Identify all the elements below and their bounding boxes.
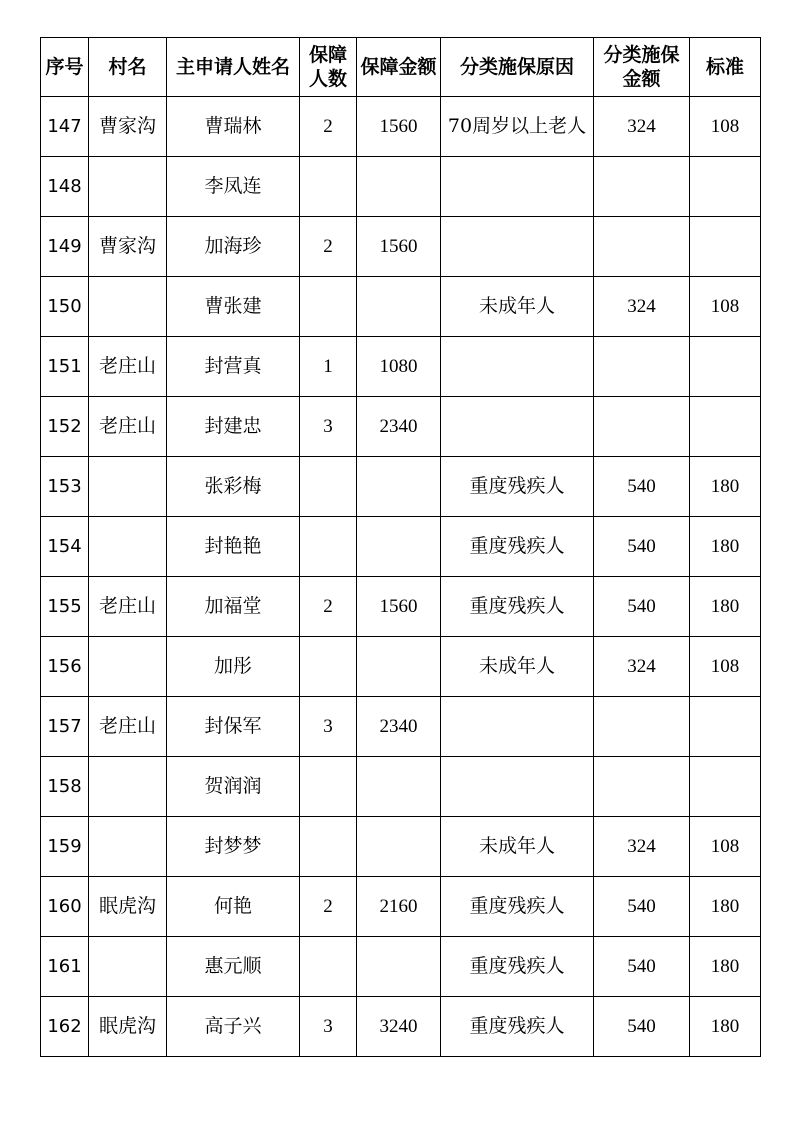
assistance-roster-table [40,37,761,1057]
cell-covered-count: 2 [300,97,357,157]
cell-covered-count [300,637,357,697]
cell-covered-amount [357,517,441,577]
cell-category-reason: 重度残疾人 [441,877,594,937]
table-row [41,577,761,637]
cell-village [89,277,167,337]
cell-standard: 108 [690,97,761,157]
cell-village: 眠虎沟 [89,877,167,937]
cell-village: 老庄山 [89,397,167,457]
cell-index: 155 [41,577,89,637]
cell-covered-amount [357,757,441,817]
cell-covered-count: 1 [300,337,357,397]
cell-standard: 180 [690,577,761,637]
cell-covered-amount [357,457,441,517]
cell-index: 151 [41,337,89,397]
table-row [41,157,761,217]
cell-standard [690,217,761,277]
table-row [41,397,761,457]
cell-covered-amount [357,937,441,997]
cell-category-reason [441,757,594,817]
table-body [41,97,761,1057]
cell-applicant: 封营真 [167,337,300,397]
cell-category-amount: 540 [594,517,690,577]
cell-village: 老庄山 [89,697,167,757]
cell-village: 老庄山 [89,337,167,397]
cell-category-reason: 未成年人 [441,637,594,697]
cell-standard: 180 [690,517,761,577]
cell-applicant: 张彩梅 [167,457,300,517]
header-category-amount: 分类施保金额 [594,38,690,97]
cell-standard: 108 [690,637,761,697]
cell-covered-count [300,277,357,337]
cell-covered-amount: 1560 [357,577,441,637]
table-row [41,757,761,817]
cell-category-amount: 540 [594,577,690,637]
cell-index: 156 [41,637,89,697]
cell-category-amount: 324 [594,817,690,877]
cell-category-amount [594,757,690,817]
table-row [41,697,761,757]
cell-applicant: 加福堂 [167,577,300,637]
cell-village [89,757,167,817]
cell-category-reason: 重度残疾人 [441,517,594,577]
cell-village [89,457,167,517]
cell-covered-amount: 2340 [357,697,441,757]
cell-category-reason [441,337,594,397]
table-row [41,637,761,697]
cell-standard [690,697,761,757]
cell-covered-amount: 1560 [357,217,441,277]
header-row [41,38,761,97]
cell-applicant: 高子兴 [167,997,300,1057]
cell-index: 160 [41,877,89,937]
cell-standard: 180 [690,457,761,517]
header-village: 村名 [89,38,167,97]
cell-covered-count [300,817,357,877]
cell-covered-count [300,457,357,517]
cell-category-reason [441,697,594,757]
cell-category-amount: 540 [594,877,690,937]
cell-category-reason: 未成年人 [441,817,594,877]
cell-category-amount: 324 [594,637,690,697]
header-index: 序号 [41,38,89,97]
cell-index: 161 [41,937,89,997]
cell-category-reason [441,217,594,277]
cell-covered-amount [357,277,441,337]
cell-village [89,817,167,877]
cell-covered-amount: 1080 [357,337,441,397]
cell-category-reason: 重度残疾人 [441,457,594,517]
header-standard: 标准 [690,38,761,97]
cell-covered-count: 3 [300,397,357,457]
cell-village [89,517,167,577]
cell-covered-count [300,157,357,217]
cell-index: 150 [41,277,89,337]
cell-standard: 108 [690,277,761,337]
header-applicant: 主申请人姓名 [167,38,300,97]
cell-village [89,637,167,697]
cell-category-amount: 540 [594,937,690,997]
cell-index: 152 [41,397,89,457]
table-row [41,277,761,337]
cell-category-reason: 重度残疾人 [441,997,594,1057]
table-row [41,517,761,577]
cell-category-amount [594,697,690,757]
cell-standard: 108 [690,817,761,877]
table-row [41,817,761,877]
cell-category-reason [441,397,594,457]
cell-covered-count: 3 [300,997,357,1057]
cell-standard: 180 [690,997,761,1057]
cell-category-amount: 540 [594,457,690,517]
table-row [41,217,761,277]
cell-applicant: 封建忠 [167,397,300,457]
cell-village: 老庄山 [89,577,167,637]
cell-village [89,157,167,217]
cell-applicant: 封艳艳 [167,517,300,577]
cell-category-amount [594,157,690,217]
cell-category-reason: 重度残疾人 [441,937,594,997]
cell-category-amount [594,217,690,277]
cell-category-amount [594,337,690,397]
cell-covered-amount: 1560 [357,97,441,157]
table-row [41,457,761,517]
cell-applicant: 曹张建 [167,277,300,337]
cell-standard [690,337,761,397]
header-covered-amount: 保障金额 [357,38,441,97]
table-row [41,937,761,997]
cell-covered-amount: 3240 [357,997,441,1057]
cell-index: 149 [41,217,89,277]
cell-standard: 180 [690,877,761,937]
cell-covered-amount [357,637,441,697]
cell-applicant: 封保军 [167,697,300,757]
cell-covered-count [300,757,357,817]
cell-covered-count [300,517,357,577]
cell-standard: 180 [690,937,761,997]
cell-index: 157 [41,697,89,757]
table-row [41,877,761,937]
cell-standard [690,397,761,457]
cell-category-reason: 未成年人 [441,277,594,337]
cell-covered-count: 3 [300,697,357,757]
cell-covered-count: 2 [300,877,357,937]
table-row [41,997,761,1057]
table-row [41,97,761,157]
cell-covered-amount: 2340 [357,397,441,457]
cell-covered-count [300,937,357,997]
cell-applicant: 惠元顺 [167,937,300,997]
cell-applicant: 李凤连 [167,157,300,217]
cell-village: 曹家沟 [89,217,167,277]
cell-village [89,937,167,997]
cell-standard [690,757,761,817]
cell-applicant: 封梦梦 [167,817,300,877]
cell-index: 154 [41,517,89,577]
cell-village: 眠虎沟 [89,997,167,1057]
cell-applicant: 加彤 [167,637,300,697]
cell-category-reason [441,157,594,217]
cell-applicant: 曹瑞林 [167,97,300,157]
header-category-reason: 分类施保原因 [441,38,594,97]
cell-standard [690,157,761,217]
cell-covered-count: 2 [300,217,357,277]
cell-category-amount: 324 [594,97,690,157]
cell-category-amount: 324 [594,277,690,337]
cell-category-amount [594,397,690,457]
cell-index: 153 [41,457,89,517]
cell-applicant: 加海珍 [167,217,300,277]
cell-category-reason: 重度残疾人 [441,577,594,637]
cell-applicant: 贺润润 [167,757,300,817]
cell-applicant: 何艳 [167,877,300,937]
table-row [41,337,761,397]
cell-covered-count: 2 [300,577,357,637]
cell-category-reason: 70周岁以上老人 [441,97,594,157]
cell-covered-amount: 2160 [357,877,441,937]
cell-village: 曹家沟 [89,97,167,157]
cell-index: 158 [41,757,89,817]
header-covered-count: 保障人数 [300,38,357,97]
cell-covered-amount [357,817,441,877]
cell-index: 162 [41,997,89,1057]
cell-index: 148 [41,157,89,217]
cell-index: 147 [41,97,89,157]
cell-index: 159 [41,817,89,877]
cell-covered-amount [357,157,441,217]
cell-category-amount: 540 [594,997,690,1057]
